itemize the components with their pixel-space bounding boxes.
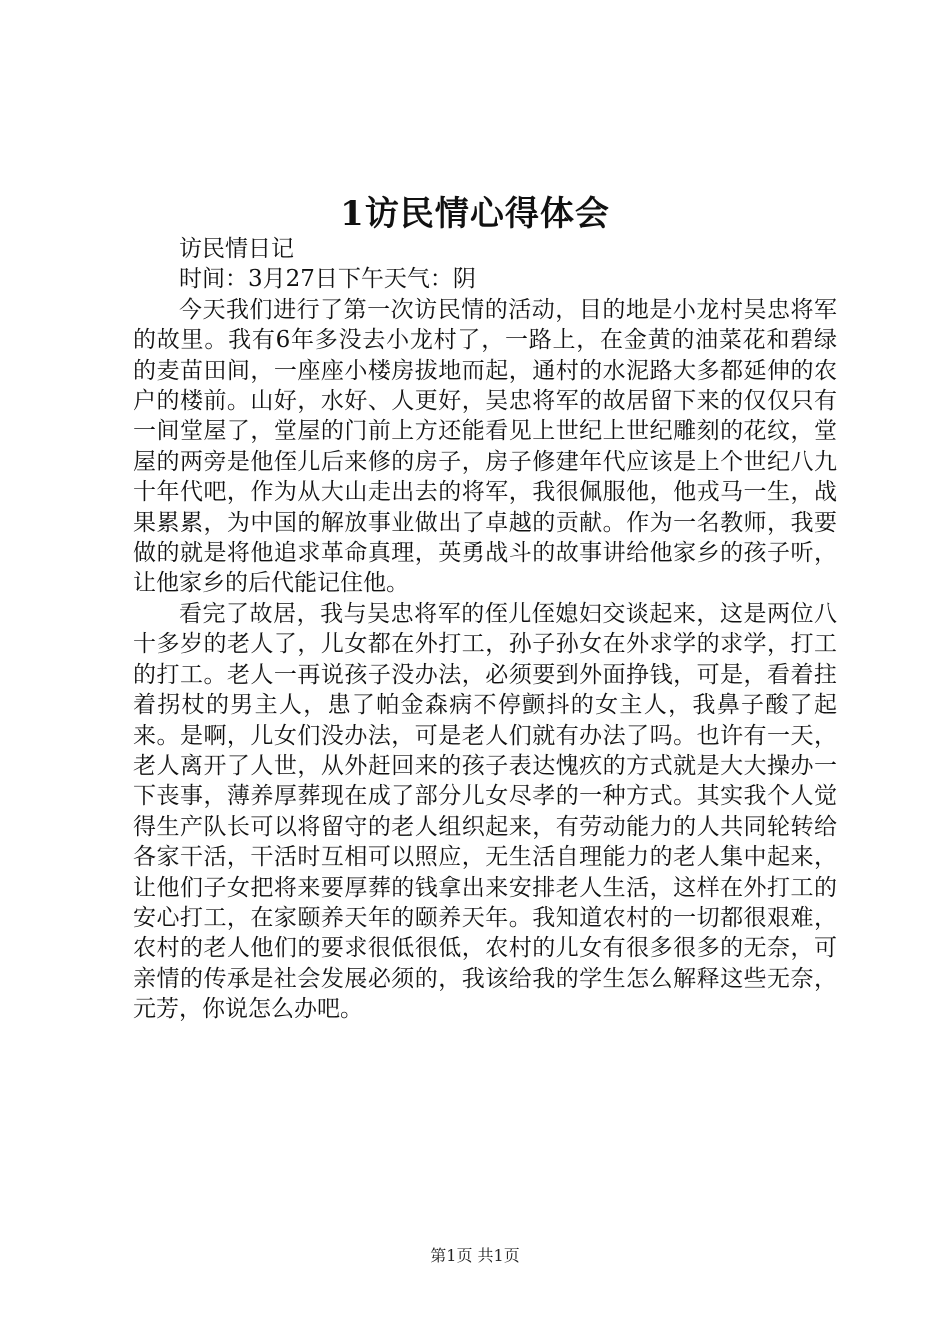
- document-body: [133, 234, 837, 1025]
- diary-heading: 访民情日记: [179, 236, 294, 262]
- paragraph-elderly-conversation: 看完了故居，我与吴忠将军的侄儿侄媳妇交谈起来，这是两位八十多岁的老人了，儿女都在外打工，孙子孙女在外求学的求学，打工的打工。老人一再说孩子没办法，必须要到外面挣钱，可是，看着拄着拐杖的男主人，患了帕金森病不停颤抖的女主人，我鼻子酸了起来。是啊，儿女们没办法，可是老人们就有办法了吗。也许有一天，老人离开了人世，从外赶回来的孩子表达愧疚的方式就是大大操办一下丧事，薄养厚葬现在成了部分儿女尽孝的一种方式。其实我个人觉得生产队长可以将留守的老人组织起来，有劳动能力的人共同轮转给各家干活，干活时互相可以照应，无生活自理能力的老人集中起来，让他们子女把将来要厚葬的钱拿出来安排老人生活，这样在外打工的安心打工，在家颐养天年的颐养天年。我知道农村的一切都很艰难，农村的老人他们的要求很低很低，农村的儿女有很多很多的无奈，可亲情的传承是社会发展必须的，我该给我的学生怎么解释这些无奈，元芳，你说怎么办吧。: [133, 600, 837, 1023]
- diary-date-weather: 时间：3月27日下午天气：阴: [179, 266, 476, 293]
- page-footer: 第1页 共1页: [430, 1246, 520, 1265]
- document-title: 1访民情心得体会: [340, 194, 610, 234]
- paragraph-visit-hometown: 今天我们进行了第一次访民情的活动，目的地是小龙村吴忠将军的故里。我有6年多没去小龙村了，一路上，在金黄的油菜花和碧绿的麦苗田间，一座座小楼房拔地而起，通村的水泥路大多都延伸的农户的楼前。山好，水好、人更好，吴忠将军的故居留下来的仅仅只有一间堂屋了，堂屋的门前上方还能看见上世纪上世纪雕刻的花纹，堂屋的两旁是他侄儿后来修的房子，房子修建年代应该是上个世纪八九十年代吧，作为从大山走出去的将军，我很佩服他，他戎马一生，战果累累，为中国的解放事业做出了卓越的贡献。作为一名教师，我要做的就是将他追求革命真理，英勇战斗的故事讲给他家乡的孩子听，让他家乡的后代能记住他。: [133, 296, 837, 597]
